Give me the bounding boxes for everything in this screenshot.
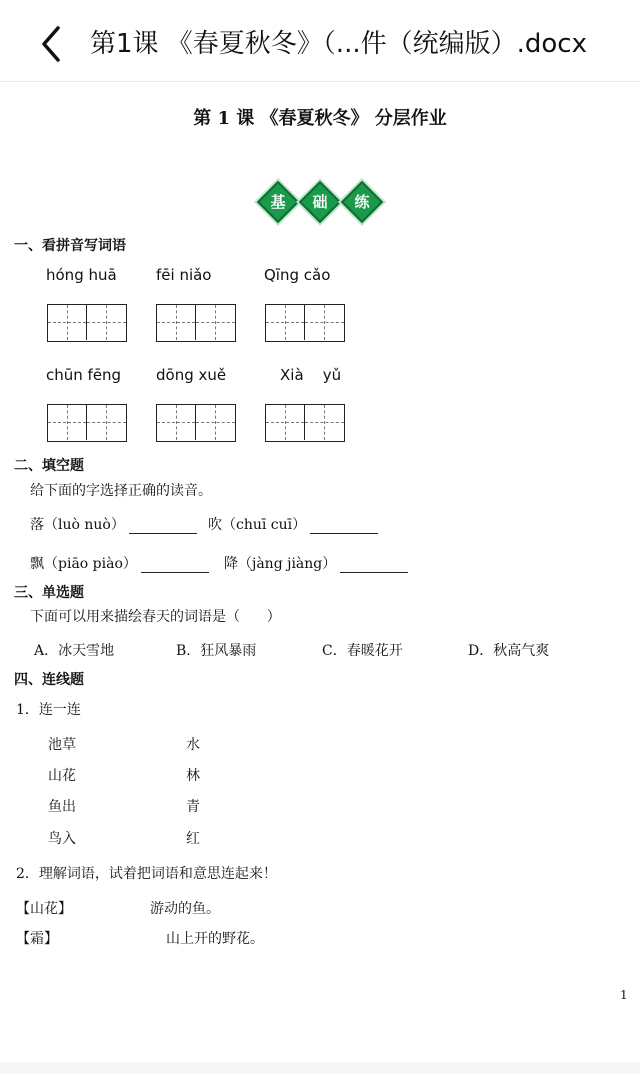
matching-q2: 2．理解词语，试着把词语和意思连起来！ (16, 866, 277, 882)
option-c[interactable]: C．春暖花开 (322, 643, 403, 659)
level-badges (0, 180, 640, 224)
meaning-swimming-fish[interactable]: 游动的鱼。 (150, 901, 220, 917)
section-2-intro: 给下面的字选择正确的读音。 (30, 483, 212, 499)
badge-chu: 础 (298, 180, 342, 224)
match-right-item[interactable]: 水 (186, 737, 200, 753)
writing-grid[interactable] (265, 304, 345, 342)
meaning-wild-flowers[interactable]: 山上开的野花。 (166, 931, 264, 947)
option-a[interactable]: A．冰天雪地 (34, 643, 115, 659)
section-4-heading: 四、连线题 (14, 672, 84, 688)
writing-grid[interactable] (156, 304, 236, 342)
bottom-bar (0, 1062, 640, 1074)
match-right-item[interactable]: 林 (186, 768, 200, 784)
match-right-item[interactable]: 红 (186, 831, 200, 847)
writing-grid[interactable] (47, 404, 127, 442)
pinyin-fei-niao: fēi niǎo (156, 266, 212, 284)
option-b[interactable]: B．狂风暴雨 (176, 643, 257, 659)
matching-q1: 1．连一连 (16, 702, 81, 718)
badge-ji: 基 (256, 180, 300, 224)
match-left-item[interactable]: 池草 (48, 737, 76, 753)
document-page (0, 82, 640, 1062)
term-shanhua[interactable]: 【山花】 (16, 901, 72, 917)
match-right-item[interactable]: 青 (186, 799, 200, 815)
pinyin-dong-xue: dōng xuě (156, 366, 227, 384)
writing-grid[interactable] (156, 404, 236, 442)
fill-blank-luo: 落（luò nuò） (30, 514, 197, 534)
writing-grid[interactable] (47, 304, 127, 342)
single-choice-question: 下面可以用来描绘春天的词语是（ ） (30, 609, 281, 625)
pinyin-hong-hua: hóng huā (46, 266, 117, 284)
section-3-heading: 三、单选题 (14, 585, 84, 601)
answer-blank[interactable] (340, 572, 408, 573)
answer-blank[interactable] (129, 533, 197, 534)
back-arrow-icon[interactable] (34, 24, 70, 64)
document-title: 第1课 《春夏秋冬》（...件（统编版）.docx (90, 29, 587, 59)
fill-blank-piao: 飘（piāo piào） (30, 553, 209, 573)
badge-lian: 练 (340, 180, 384, 224)
pinyin-chun-feng: chūn fēng (46, 366, 122, 384)
option-d[interactable]: D．秋高气爽 (468, 643, 550, 659)
term-shuang[interactable]: 【霜】 (16, 931, 58, 947)
fill-blank-jiang: 降（jàng jiàng） (224, 553, 408, 573)
section-1-heading: 一、看拼音写词语 (14, 238, 126, 254)
page-number: 1 (620, 988, 628, 1002)
match-left-item[interactable]: 鱼出 (48, 799, 76, 815)
section-2-heading: 二、填空题 (14, 458, 84, 474)
writing-grid[interactable] (265, 404, 345, 442)
answer-blank[interactable] (141, 572, 209, 573)
top-bar (0, 0, 640, 82)
match-left-item[interactable]: 鸟入 (48, 831, 76, 847)
match-left-item[interactable]: 山花 (48, 768, 76, 784)
pinyin-xia-yu: Xià yǔ (280, 366, 342, 384)
fill-blank-chui: 吹（chuī cuī） (208, 514, 378, 534)
answer-blank[interactable] (310, 533, 378, 534)
pinyin-qing-cao: Qīng cǎo (264, 266, 331, 284)
worksheet-title: 第 1 课 《春夏秋冬》 分层作业 (193, 108, 447, 129)
